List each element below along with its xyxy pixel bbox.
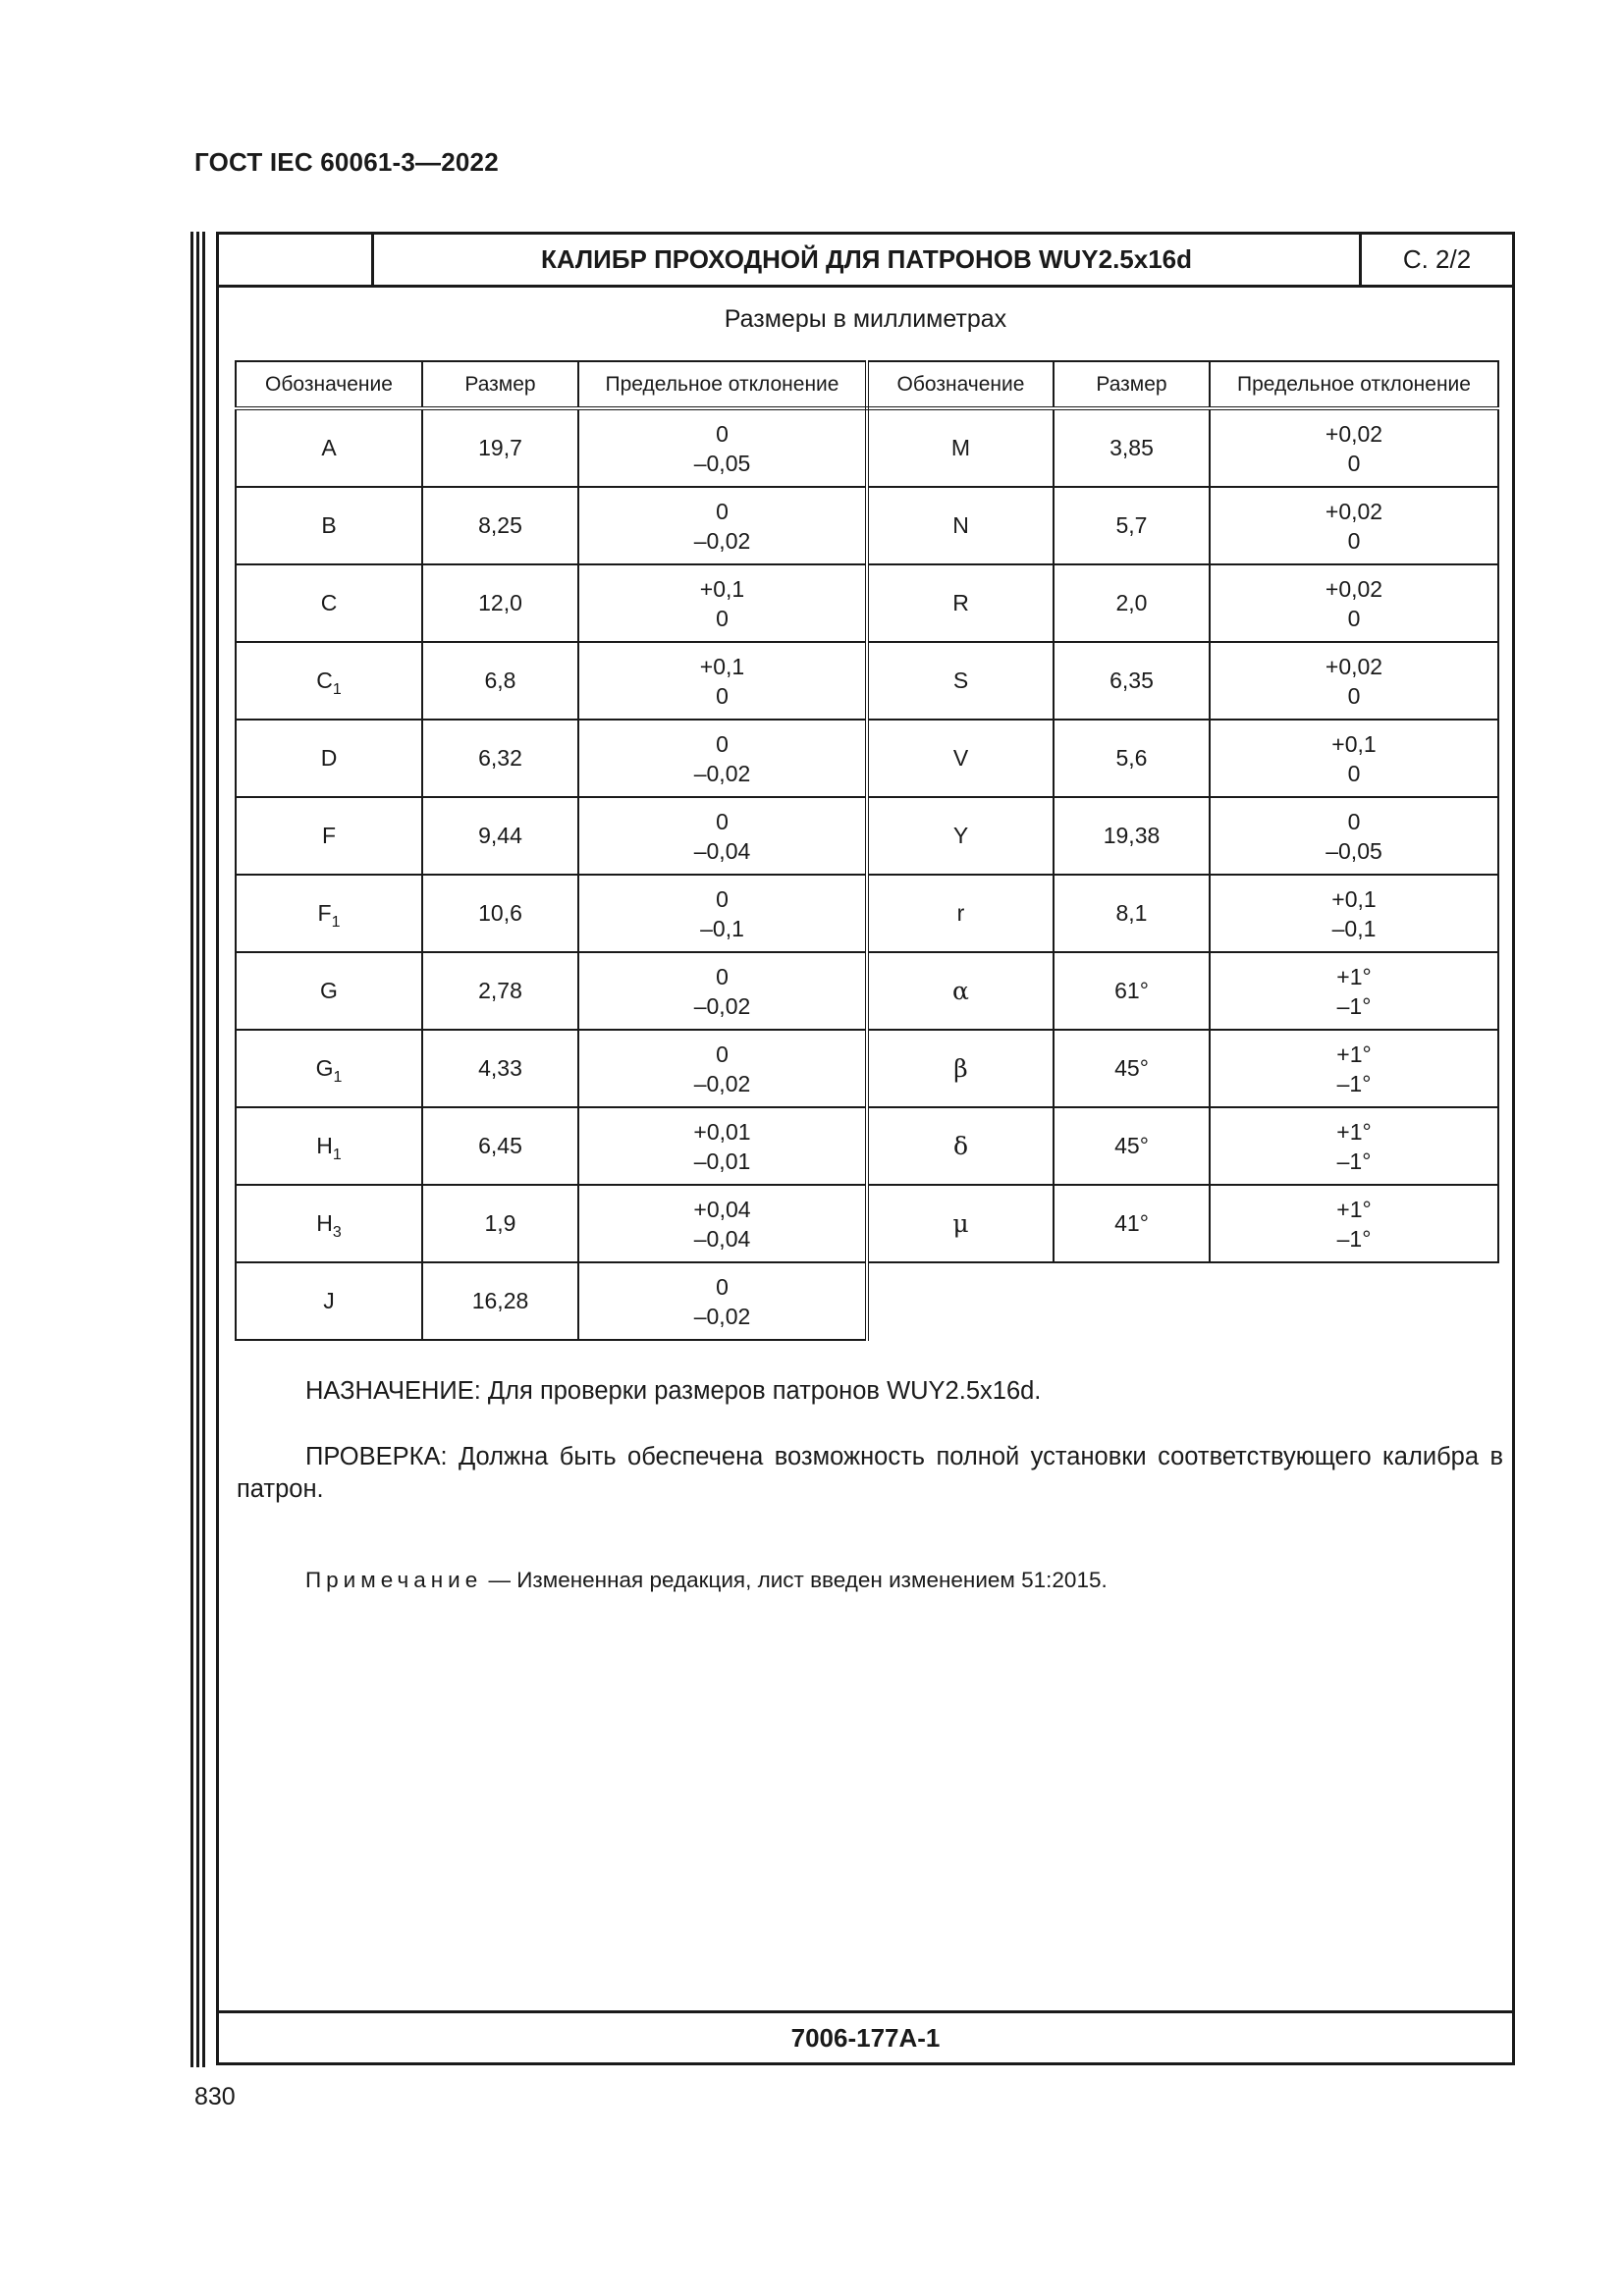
tolerance-upper: +0,1 [699,653,745,679]
title-row [219,235,1512,288]
note [305,1568,1108,1593]
tolerance-cell [578,952,867,1030]
tolerance-cell [578,875,867,952]
tolerance-lower: –0,01 [693,1148,751,1174]
tolerance-upper: 0 [716,808,729,834]
tolerance-cell [578,642,867,720]
designation-cell: N [867,487,1054,564]
tolerance-upper: 0 [716,885,729,912]
tolerance-lower: –0,05 [1325,837,1382,864]
table-row [236,1262,1498,1340]
title-empty-cell [219,235,374,285]
purpose-paragraph: НАЗНАЧЕНИЕ: Для проверки размеров патронов WUY2.5x16d. [305,1377,1042,1405]
tolerance-lower: 0 [1347,527,1361,554]
size-cell: 4,33 [422,1030,578,1107]
binding-line [202,232,205,2067]
column-header: Предельное отклонение [578,361,867,408]
tolerance-cell [1210,720,1498,797]
tolerance-cell [1210,564,1498,642]
tolerance-upper: 0 [716,1273,729,1300]
tolerance-lower: 0 [1347,760,1361,786]
designation-cell: R [867,564,1054,642]
designation-cell: δ [867,1107,1054,1185]
designation-cell [236,1107,422,1185]
designation-cell [236,1030,422,1107]
page-number: 830 [194,2083,236,2110]
designation-cell [236,952,422,1030]
size-cell: 3,85 [1054,408,1210,487]
tolerance-cell [1210,952,1498,1030]
dimensions-table [235,360,1499,1341]
designation-cell: Y [867,797,1054,875]
table-row [236,797,1498,875]
column-header: Предельное отклонение [1210,361,1498,408]
designation-symbol: H [316,1133,333,1158]
tolerance-lower: 0 [1347,605,1361,631]
designation-symbol: F [317,900,332,926]
tolerance-lower: –0,02 [693,992,751,1019]
table-row [236,875,1498,952]
tolerance-lower: –0,02 [693,760,751,786]
designation-cell [236,642,422,720]
tolerance-upper: +0,02 [1325,420,1383,447]
designation-subscript: 3 [332,1224,342,1241]
tolerance-lower: –1° [1336,992,1372,1019]
tolerance-cell [578,797,867,875]
designation-subscript: 1 [332,681,342,698]
designation-cell [236,487,422,564]
designation-subscript: 1 [331,914,341,931]
tolerance-cell [1210,797,1498,875]
size-cell: 6,32 [422,720,578,797]
binding-line [190,232,193,2067]
designation-symbol: G [315,1055,334,1081]
column-header: Обозначение [867,361,1054,408]
empty-cell [867,1262,1054,1340]
tolerance-upper: +0,02 [1325,653,1383,679]
tolerance-upper: 0 [716,730,729,757]
tolerance-upper: +0,1 [1331,885,1377,912]
tolerance-cell [578,720,867,797]
column-header: Размер [422,361,578,408]
size-cell: 12,0 [422,564,578,642]
table-row [236,720,1498,797]
table-row [236,952,1498,1030]
table-row [236,642,1498,720]
tolerance-upper: 0 [716,498,729,524]
designation-cell [236,720,422,797]
size-cell: 5,7 [1054,487,1210,564]
table-row [236,1185,1498,1262]
tolerance-upper: +1° [1336,963,1372,989]
tolerance-lower: –0,02 [693,1070,751,1096]
tolerance-cell [578,1262,867,1340]
tolerance-upper: +1° [1336,1118,1372,1145]
table-row [236,487,1498,564]
tolerance-lower: –1° [1336,1225,1372,1252]
tolerance-cell [1210,408,1498,487]
tolerance-cell [1210,487,1498,564]
table-header-row [236,361,1498,408]
tolerance-cell [578,487,867,564]
column-header: Обозначение [236,361,422,408]
designation-cell: V [867,720,1054,797]
tolerance-lower: 0 [716,682,729,709]
designation-cell: β [867,1030,1054,1107]
size-cell: 41° [1054,1185,1210,1262]
size-cell: 6,45 [422,1107,578,1185]
size-cell: 8,25 [422,487,578,564]
tolerance-lower: –1° [1336,1148,1372,1174]
designation-cell: M [867,408,1054,487]
tolerance-lower: 0 [1347,682,1361,709]
designation-symbol: D [320,745,338,771]
units-note: Размеры в миллиметрах [724,305,1007,333]
tolerance-upper: +1° [1336,1196,1372,1222]
tolerance-lower: –0,04 [693,837,751,864]
tolerance-upper: +1° [1336,1041,1372,1067]
designation-symbol: C [316,667,333,693]
document-header: ГОСТ IEC 60061-3—2022 [194,147,499,177]
size-cell: 9,44 [422,797,578,875]
table-row [236,408,1498,487]
designation-cell [236,875,422,952]
sheet-title: КАЛИБР ПРОХОДНОЙ ДЛЯ ПАТРОНОВ WUY2.5x16d [374,235,1362,285]
designation-cell [236,564,422,642]
designation-cell: α [867,952,1054,1030]
tolerance-cell [578,1107,867,1185]
tolerance-upper: +0,04 [693,1196,751,1222]
designation-cell: r [867,875,1054,952]
tolerance-upper: +0,1 [1331,730,1377,757]
designation-symbol: H [316,1210,333,1236]
size-cell: 61° [1054,952,1210,1030]
tolerance-cell [578,408,867,487]
table-row [236,1030,1498,1107]
size-cell: 19,7 [422,408,578,487]
size-cell: 1,9 [422,1185,578,1262]
binding-line [196,232,199,2067]
designation-symbol: F [321,823,337,848]
tolerance-lower: –0,1 [700,915,744,941]
note-label: Примечание [305,1568,483,1592]
designation-cell [236,408,422,487]
tolerance-lower: 0 [716,605,729,631]
designation-symbol: B [321,512,337,538]
tolerance-cell [1210,875,1498,952]
tolerance-upper: +0,02 [1325,498,1383,524]
size-cell: 6,35 [1054,642,1210,720]
designation-symbol: J [323,1288,335,1313]
tolerance-lower: –0,02 [693,1303,751,1329]
designation-subscript: 1 [333,1069,343,1086]
tolerance-cell [1210,1030,1498,1107]
size-cell: 5,6 [1054,720,1210,797]
tolerance-cell [578,1185,867,1262]
tolerance-cell [1210,1185,1498,1262]
tolerance-lower: –1° [1336,1070,1372,1096]
designation-cell [236,1185,422,1262]
size-cell: 16,28 [422,1262,578,1340]
tolerance-cell [578,1030,867,1107]
sheet-number: С. 2/2 [1402,244,1472,274]
tolerance-lower: 0 [1347,450,1361,476]
size-cell: 19,38 [1054,797,1210,875]
designation-symbol: G [320,978,338,1003]
designation-subscript: 1 [332,1147,342,1163]
size-cell: 45° [1054,1107,1210,1185]
designation-cell: μ [867,1185,1054,1262]
designation-cell [236,1262,422,1340]
designation-symbol: C [320,590,338,615]
size-cell: 2,78 [422,952,578,1030]
gauge-sheet-frame [216,232,1515,2065]
tolerance-upper: +0,1 [699,575,745,602]
tolerance-upper: +0,02 [1325,575,1383,602]
tolerance-lower: –0,02 [693,527,751,554]
tolerance-upper: 0 [716,1041,729,1067]
size-cell: 6,8 [422,642,578,720]
column-header: Размер [1054,361,1210,408]
designation-cell: S [867,642,1054,720]
empty-cell [1054,1262,1210,1340]
designation-cell [236,797,422,875]
tolerance-cell [1210,1107,1498,1185]
tolerance-upper: 0 [1347,808,1361,834]
designation-symbol: A [321,435,337,460]
size-cell: 45° [1054,1030,1210,1107]
tolerance-lower: –0,04 [693,1225,751,1252]
tolerance-cell [578,564,867,642]
table-row [236,1107,1498,1185]
empty-cell [1210,1262,1498,1340]
tolerance-upper: 0 [716,420,729,447]
tolerance-lower: –0,05 [693,450,751,476]
tolerance-upper: +0,01 [693,1118,751,1145]
tolerance-cell [1210,642,1498,720]
size-cell: 8,1 [1054,875,1210,952]
check-paragraph: ПРОВЕРКА: Должна быть обеспечена возможность полной установки соответствующего калибра в патрон. [237,1443,1503,1503]
size-cell: 10,6 [422,875,578,952]
table-row [236,564,1498,642]
tolerance-upper: 0 [716,963,729,989]
size-cell: 2,0 [1054,564,1210,642]
gauge-code: 7006-177A-1 [219,2010,1512,2062]
tolerance-lower: –0,1 [1331,915,1377,941]
note-text: — Измененная редакция, лист введен изменением 51:2015. [482,1568,1108,1592]
